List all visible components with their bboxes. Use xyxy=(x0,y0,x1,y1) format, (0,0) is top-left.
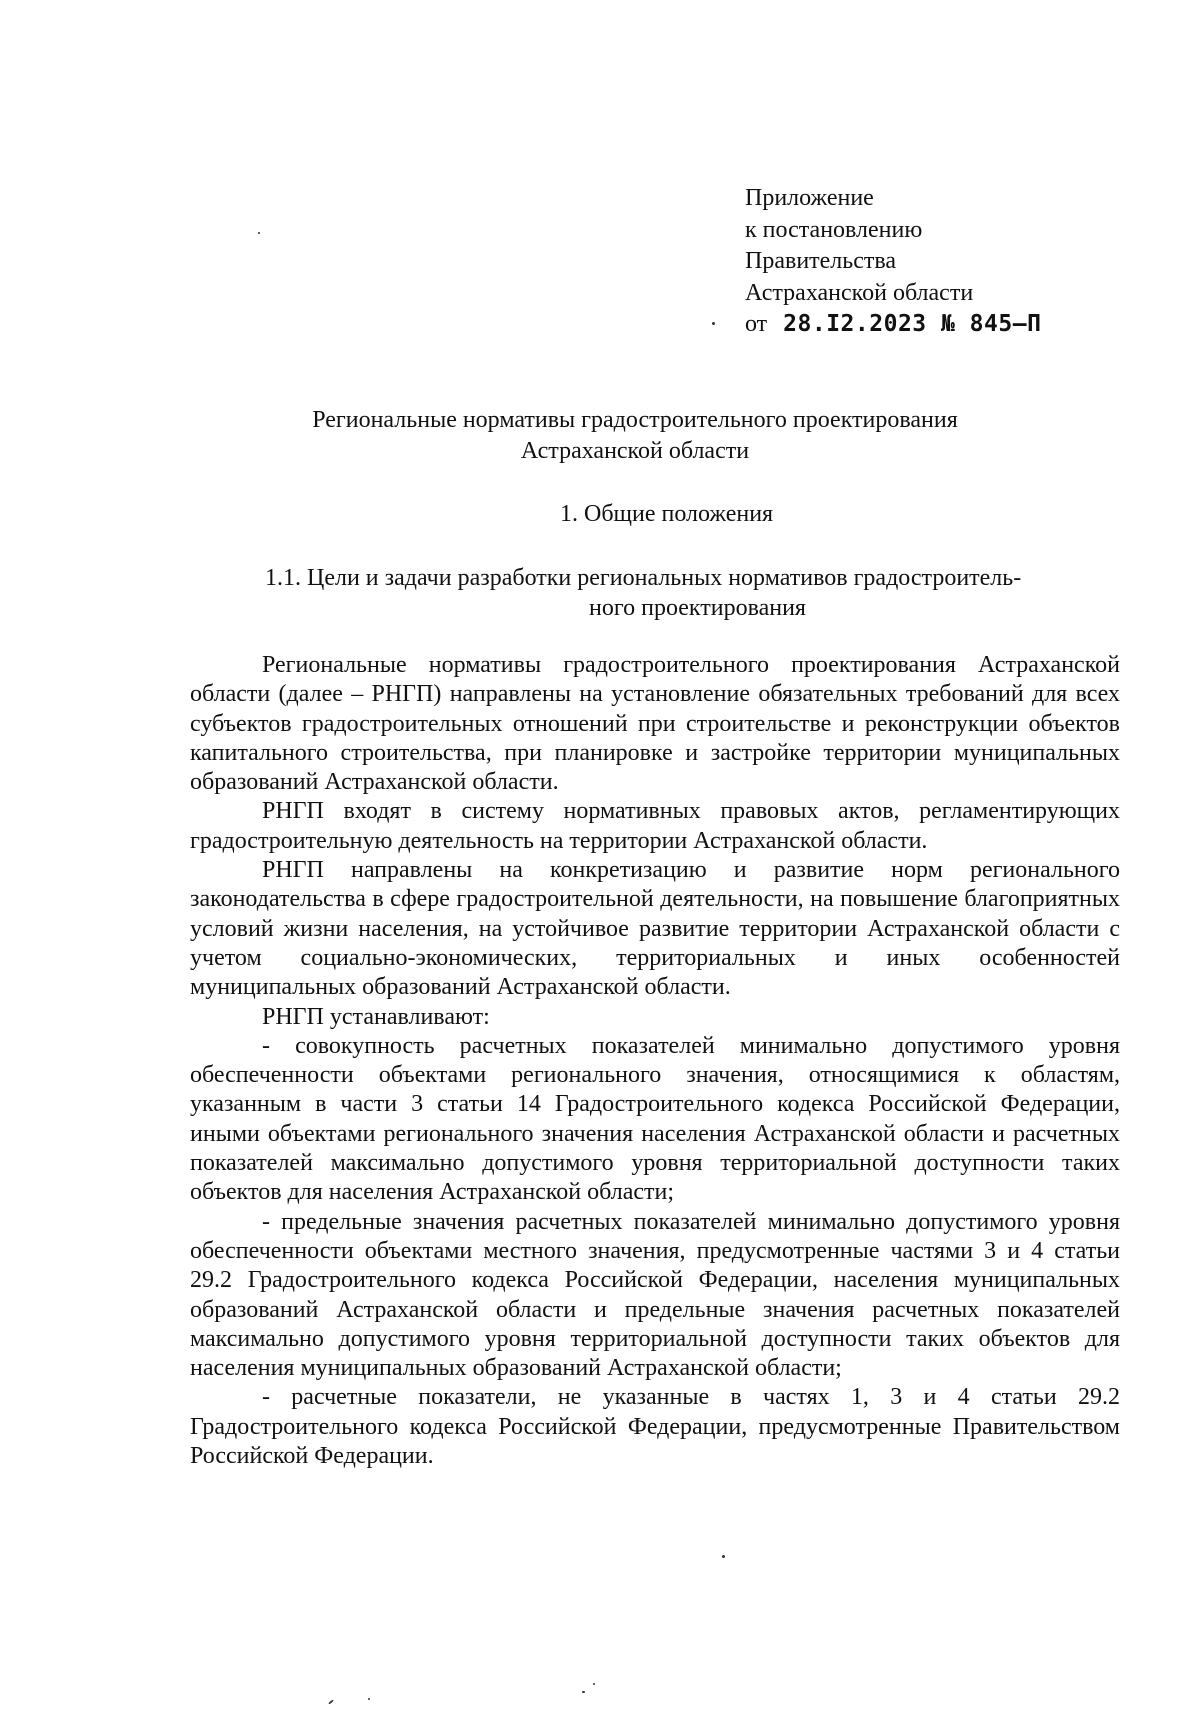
section-heading: 1. Общие положения xyxy=(560,501,774,527)
list-item-2: - предельные значения расчетных показателей минимально допустимого уровня обеспеченности объектами местного значения, предусмотренные частями 3 и 4 статьи 29.2 Градостроительного кодекса Российской Федерации, населения муниципальных образований Астраханской области и предельные значения расчетных показателей максимально допустимого уровня территориальной доступности таких объектов для населения муниципальных образований Астраханской области; xyxy=(190,1208,1120,1382)
scan-speck xyxy=(258,232,260,234)
document-title xyxy=(230,405,1040,467)
approval-block xyxy=(745,183,1105,341)
title-line-1: Региональные нормативы градостроительного проектирования xyxy=(312,407,958,433)
scan-speck xyxy=(722,1555,725,1558)
date-prefix: от xyxy=(745,311,768,337)
subsection-heading-line-2: ного проектирования xyxy=(589,595,806,621)
list-item-3: - расчетные показатели, не указанные в частях 1, 3 и 4 статьи 29.2 Градостроительного кодекса Российской Федерации, предусмотренные Правительством Российской Федерации. xyxy=(190,1384,1120,1470)
list-item-1: - совокупность расчетных показателей минимально допустимого уровня обеспеченности объектами регионального значения, относящимися к областям, указанным в части 3 статьи 14 Градостроительного кодекса Российской Федерации, иными объектами регионального значения населения Астраханской области и расчетных показателей максимально допустимого уровня территориальной доступности таких объектов для населения Астраханской области; xyxy=(190,1032,1120,1206)
date-number-stamp: 28.I2.2023 № 845–П xyxy=(783,311,1042,337)
scan-speck xyxy=(582,1691,585,1693)
paragraph-2: РНГП входят в систему нормативных правовых актов, регламентирующих градостроительную деятельность на территории Астраханской области. xyxy=(190,798,1120,854)
scan-speck xyxy=(593,1683,595,1685)
paragraph-3: РНГП направлены на конкретизацию и развитие норм регионального законодательства в сфере градостроительной деятельности, на повышение благоприятных условий жизни населения, на устойчивое развитие территории Астраханской области с учетом социально-экономических, территориальных и иных особенностей муниципальных образований Астраханской области. xyxy=(190,857,1120,1001)
subsection-heading xyxy=(265,563,1120,623)
scan-speck xyxy=(328,1699,334,1704)
scan-speck xyxy=(368,1698,370,1700)
approval-line-2: к постановлению xyxy=(745,216,923,243)
body-text xyxy=(190,651,1120,1471)
subsection-heading-line-1: 1.1. Цели и задачи разработки региональных нормативов градостроитель- xyxy=(265,565,1022,591)
approval-line-1: Приложение xyxy=(745,185,874,211)
paragraph-1: Региональные нормативы градостроительного проектирования Астраханской области (далее – РНГП) направлены на установление обязательных требований для всех субъектов градостроительных отношений при строительстве и реконструкции объектов капитального строительства, при планировке и застройке территории муниципальных образований Астраханской области. xyxy=(190,652,1120,796)
approval-date-line xyxy=(745,309,1105,341)
title-line-2: Астраханской области xyxy=(520,438,750,464)
approval-line-3: Правительства xyxy=(745,248,897,274)
scan-speck xyxy=(712,322,715,325)
paragraph-4: РНГП устанавливают: xyxy=(262,1003,490,1030)
approval-line-4: Астраханской области xyxy=(745,279,974,306)
